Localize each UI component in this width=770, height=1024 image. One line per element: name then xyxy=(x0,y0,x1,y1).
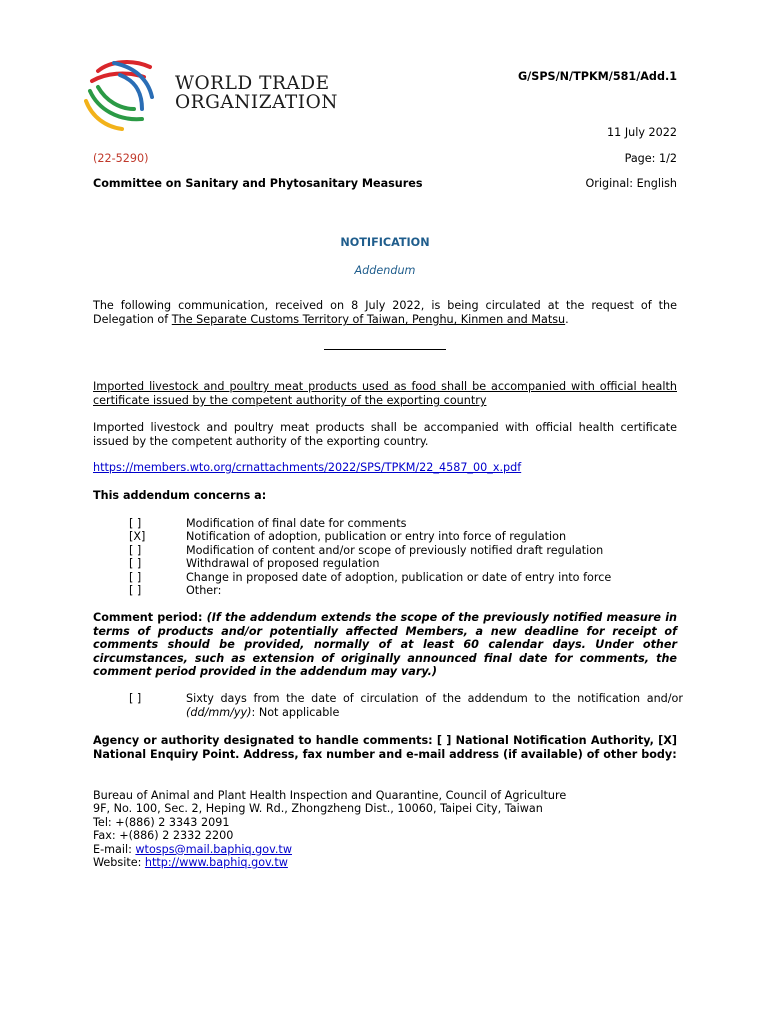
option-label: Modification of content and/or scope of previously notified draft regulation xyxy=(186,543,604,557)
logo-text-line1: WORLD TRADE xyxy=(175,73,330,94)
logo-text-line2: ORGANIZATION xyxy=(175,92,338,113)
notification-heading: NOTIFICATION xyxy=(340,236,430,249)
checkbox-mark: [ ] xyxy=(129,570,142,584)
email-label: E-mail: xyxy=(93,842,136,856)
agency-heading: Agency or authority designated to handle comments: [ ] National Notification Authority, [X] National Enquiry Point. Address, fax number and e-mail address (if available) of other body: xyxy=(93,734,677,761)
address-line1: Bureau of Animal and Plant Health Inspection and Quarantine, Council of Agriculture xyxy=(93,789,567,802)
original-language: Original: English xyxy=(585,177,677,190)
member-name: The Separate Customs Territory of Taiwan, Penghu, Kinmen and Matsu xyxy=(171,313,566,326)
wto-logo-icon xyxy=(84,57,164,132)
option-label: Change in proposed date of adoption, publication or date of entry into force xyxy=(186,570,612,584)
sixty-days-label: Sixty days from the date of circulation of the addendum to the notification and/or xyxy=(186,692,683,705)
logo-text xyxy=(175,74,338,112)
date-format: (dd/mm/yy) xyxy=(186,706,252,719)
address-line2: 9F, No. 100, Sec. 2, Heping W. Rd., Zhongzheng Dist., 10060, Taipei City, Taiwan xyxy=(93,802,543,816)
intro-paragraph xyxy=(93,299,677,327)
concerns-heading: This addendum concerns a: xyxy=(93,489,267,502)
document-symbol: G/SPS/N/TPKM/581/Add.1 xyxy=(518,70,677,83)
checkbox-mark: [ ] xyxy=(129,584,142,598)
concerns-checkboxes xyxy=(129,517,145,597)
intro-suffix: . xyxy=(565,313,569,326)
comment-period-label: Comment period: xyxy=(93,611,207,624)
sixty-days-checkbox: [ ] xyxy=(129,692,142,705)
checkbox-mark: [X] xyxy=(129,530,146,544)
email-line xyxy=(93,843,566,856)
website-link[interactable]: http://www.baphiq.gov.tw xyxy=(144,856,288,870)
website-line xyxy=(93,856,566,869)
intro-prefix: The following communication, received on 8 July 2022, is being circulated at the request of the Delegation of xyxy=(93,299,677,326)
measure-description: Imported livestock and poultry meat products shall be accompanied with official health certificate issued by the competent authority of the exporting country. xyxy=(93,421,677,448)
concerns-options xyxy=(186,517,611,597)
email-link[interactable]: wtosps@mail.baphiq.gov.tw xyxy=(135,842,292,856)
fax: Fax: +(886) 2 2332 2200 xyxy=(93,829,234,843)
committee-name: Committee on Sanitary and Phytosanitary Measures xyxy=(93,177,423,190)
measure-title: Imported livestock and poultry meat products used as food shall be accompanied with official health certificate issued by the competent authority of the exporting country xyxy=(93,380,677,407)
comment-period-text: (If the addendum extends the scope of the previously notified measure in terms of products and/or potentially affected Members, a new deadline for receipt of comments should be provided, normally of at least 60 calendar days. Under other circumstances, such as extension of originally announced final date for comments, the comment period provided in the addendum may vary.) xyxy=(93,611,677,679)
option-label: Other: xyxy=(186,584,222,598)
addendum-subheading: Addendum xyxy=(354,264,416,277)
checkbox-mark: [ ] xyxy=(129,517,142,530)
attachment-link[interactable]: https://members.wto.org/crnattachments/2022/SPS/TPKM/22_4587_00_x.pdf xyxy=(93,461,522,474)
website-label: Website: xyxy=(93,856,145,870)
agency-address xyxy=(93,789,566,869)
option-label: Withdrawal of proposed regulation xyxy=(186,557,380,571)
sixty-days-text xyxy=(186,692,683,720)
tel: Tel: +(886) 2 3343 2091 xyxy=(93,815,230,829)
option-label: Modification of final date for comments xyxy=(186,517,407,530)
checkbox-mark: [ ] xyxy=(129,543,142,557)
document-reference: (22-5290) xyxy=(93,152,149,165)
checkbox-mark: [ ] xyxy=(129,557,142,571)
page-number: Page: 1/2 xyxy=(624,152,677,165)
separator-line xyxy=(324,349,446,350)
option-label: Notification of adoption, publication or entry into force of regulation xyxy=(186,530,567,544)
sixty-days-value: : Not applicable xyxy=(251,706,340,719)
document-date: 11 July 2022 xyxy=(607,126,677,139)
comment-period xyxy=(93,611,677,679)
